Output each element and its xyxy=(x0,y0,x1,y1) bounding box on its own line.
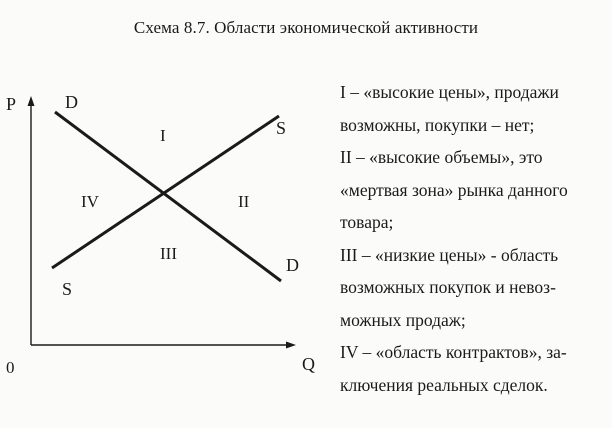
legend-line: IV – «область контрактов», за- xyxy=(340,342,567,362)
legend-line: «мертвая зона» рынка данного xyxy=(340,179,568,200)
x-axis-label: Q xyxy=(302,354,315,374)
region-label-3: III xyxy=(160,244,177,263)
legend-line: можных продаж; xyxy=(340,309,466,330)
legend-line: возможны, покупки – нет; xyxy=(340,114,535,135)
y-axis-arrow-icon xyxy=(28,96,35,106)
supply-label-top: S xyxy=(276,118,287,138)
legend-line: товара; xyxy=(340,212,394,232)
y-axis-label: P xyxy=(6,94,17,114)
legend-line: I – «высокие цены», продажи xyxy=(340,82,559,102)
region-label-4: IV xyxy=(81,192,99,211)
demand-label-bottom: D xyxy=(286,255,299,275)
demand-label-top: D xyxy=(65,92,78,112)
legend-line: возможных покупок и невоз- xyxy=(340,277,556,297)
legend-line: ключения реальных сделок. xyxy=(340,374,548,395)
legend-line: III – «низкие цены» - область xyxy=(340,244,559,265)
legend-text-block xyxy=(340,76,608,401)
region-label-1: I xyxy=(160,126,166,145)
supply-label-bottom: S xyxy=(62,279,73,299)
origin-label: 0 xyxy=(6,358,15,377)
figure-title: Схема 8.7. Области экономической активности xyxy=(133,18,479,37)
region-label-2: II xyxy=(238,192,250,211)
legend-line: II – «высокие объемы», это xyxy=(340,147,543,167)
x-axis-arrow-icon xyxy=(286,342,296,349)
